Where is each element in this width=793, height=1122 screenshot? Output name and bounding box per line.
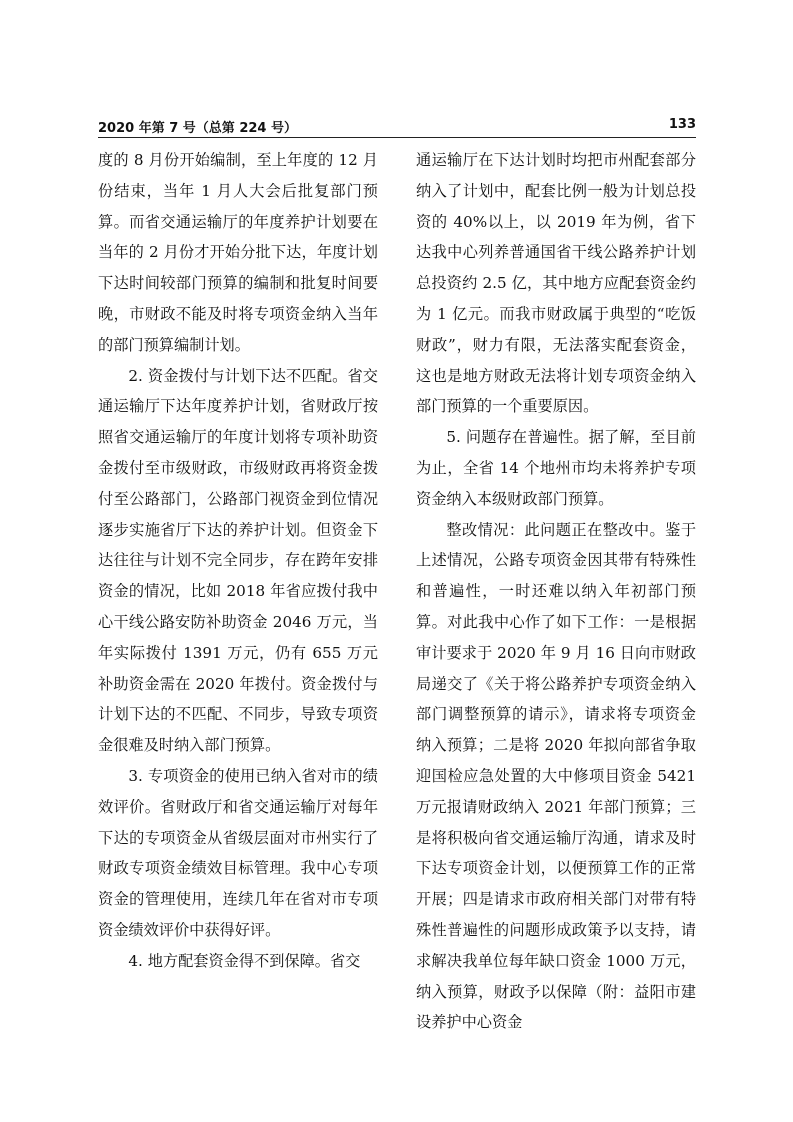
right-column [416, 145, 696, 1032]
page-number: 133 [668, 117, 696, 132]
paragraph: 5. 问题存在普遍性。据了解，至目前为止，全省 14 个地州市均未将养护专项资金纳入本级财政部门预算。 [416, 428, 696, 508]
left-column [98, 145, 378, 985]
header-divider [98, 137, 696, 138]
paragraph: 度的 8 月份开始编制，至上年度的 12 月份结束，当年 1 月人大会后批复部门预算。而省交通运输厅的年度养护计划要在当年的 2 月份才开始分批下达，年度计划下达时间较部门预算的编制和批复时间要晚，市财政不能及时将专项资金纳入当年的部门预算编制计划。 [98, 151, 378, 354]
issue-label: 2020 年第 7 号（总第 224 号） [98, 121, 297, 136]
paragraph: 2. 资金拨付与计划下达不匹配。省交通运输厅下达年度养护计划，省财政厅按照省交通运输厅的年度计划将专项补助资金拨付至市级财政，市级财政再将资金拨付至公路部门，公路部门视资金到位情况逐步实施省厅下达的养护计划。但资金下达往往与计划不完全同步，存在跨年安排资金的情况，比如 2018 年省应拨付我中心干线公路安防补助资金 2046 万元，当年实际拨付 1391 万元，仍有 655 万元补助资金需在 2020 年拨付。资金拨付与计划下达的不匹配、不同步，导致专项资金很难及时纳入部门预算。 [98, 366, 378, 755]
paragraph: 整改情况：此问题正在整改中。鉴于上述情况，公路专项资金因其带有特殊性和普遍性，一时还难以纳入年初部门预算。对此我中心作了如下工作：一是根据审计要求于 2020 年 9 月 16 日向市财政局递交了《关于将公路养护专项资金纳入部门调整预算的请示》，请求将专项资金纳入预算；二是将 2020 年拟向部省争取迎国检应急处置的大中修项目资金 5421 万元报请财政纳入 2021 年部门预算；三是将积极向省交通运输厅沟通，请求及时下达专项资金计划，以便预算工作的正常开展；四是请求市政府相关部门对带有特殊性普遍性的问题形成政策予以支持，请求解决我单位每年缺口资金 1000 万元，纳入预算，财政予以保障（附：益阳市建设养护中心资金 [416, 520, 696, 1032]
paragraph: 通运输厅在下达计划时均把市州配套部分纳入了计划中，配套比例一般为计划总投资的 40%以上，以 2019 年为例，省下达我中心列养普通国省干线公路养护计划总投资约 2.5 亿，其中地方应配套资金约为 1 亿元。而我市财政属于典型的“吃饭财政”，财力有限，无法落实配套资金，这也是地方财政无法将计划专项资金纳入部门预算的一个重要原因。 [416, 151, 696, 416]
paragraph: 4. 地方配套资金得不到保障。省交 [128, 951, 361, 970]
page-header [98, 117, 696, 137]
paragraph: 3. 专项资金的使用已纳入省对市的绩效评价。省财政厅和省交通运输厅对每年下达的专项资金从省级层面对市州实行了财政专项资金绩效目标管理。我中心专项资金的管理使用，连续几年在省对市专项资金绩效评价中获得好评。 [98, 766, 378, 939]
